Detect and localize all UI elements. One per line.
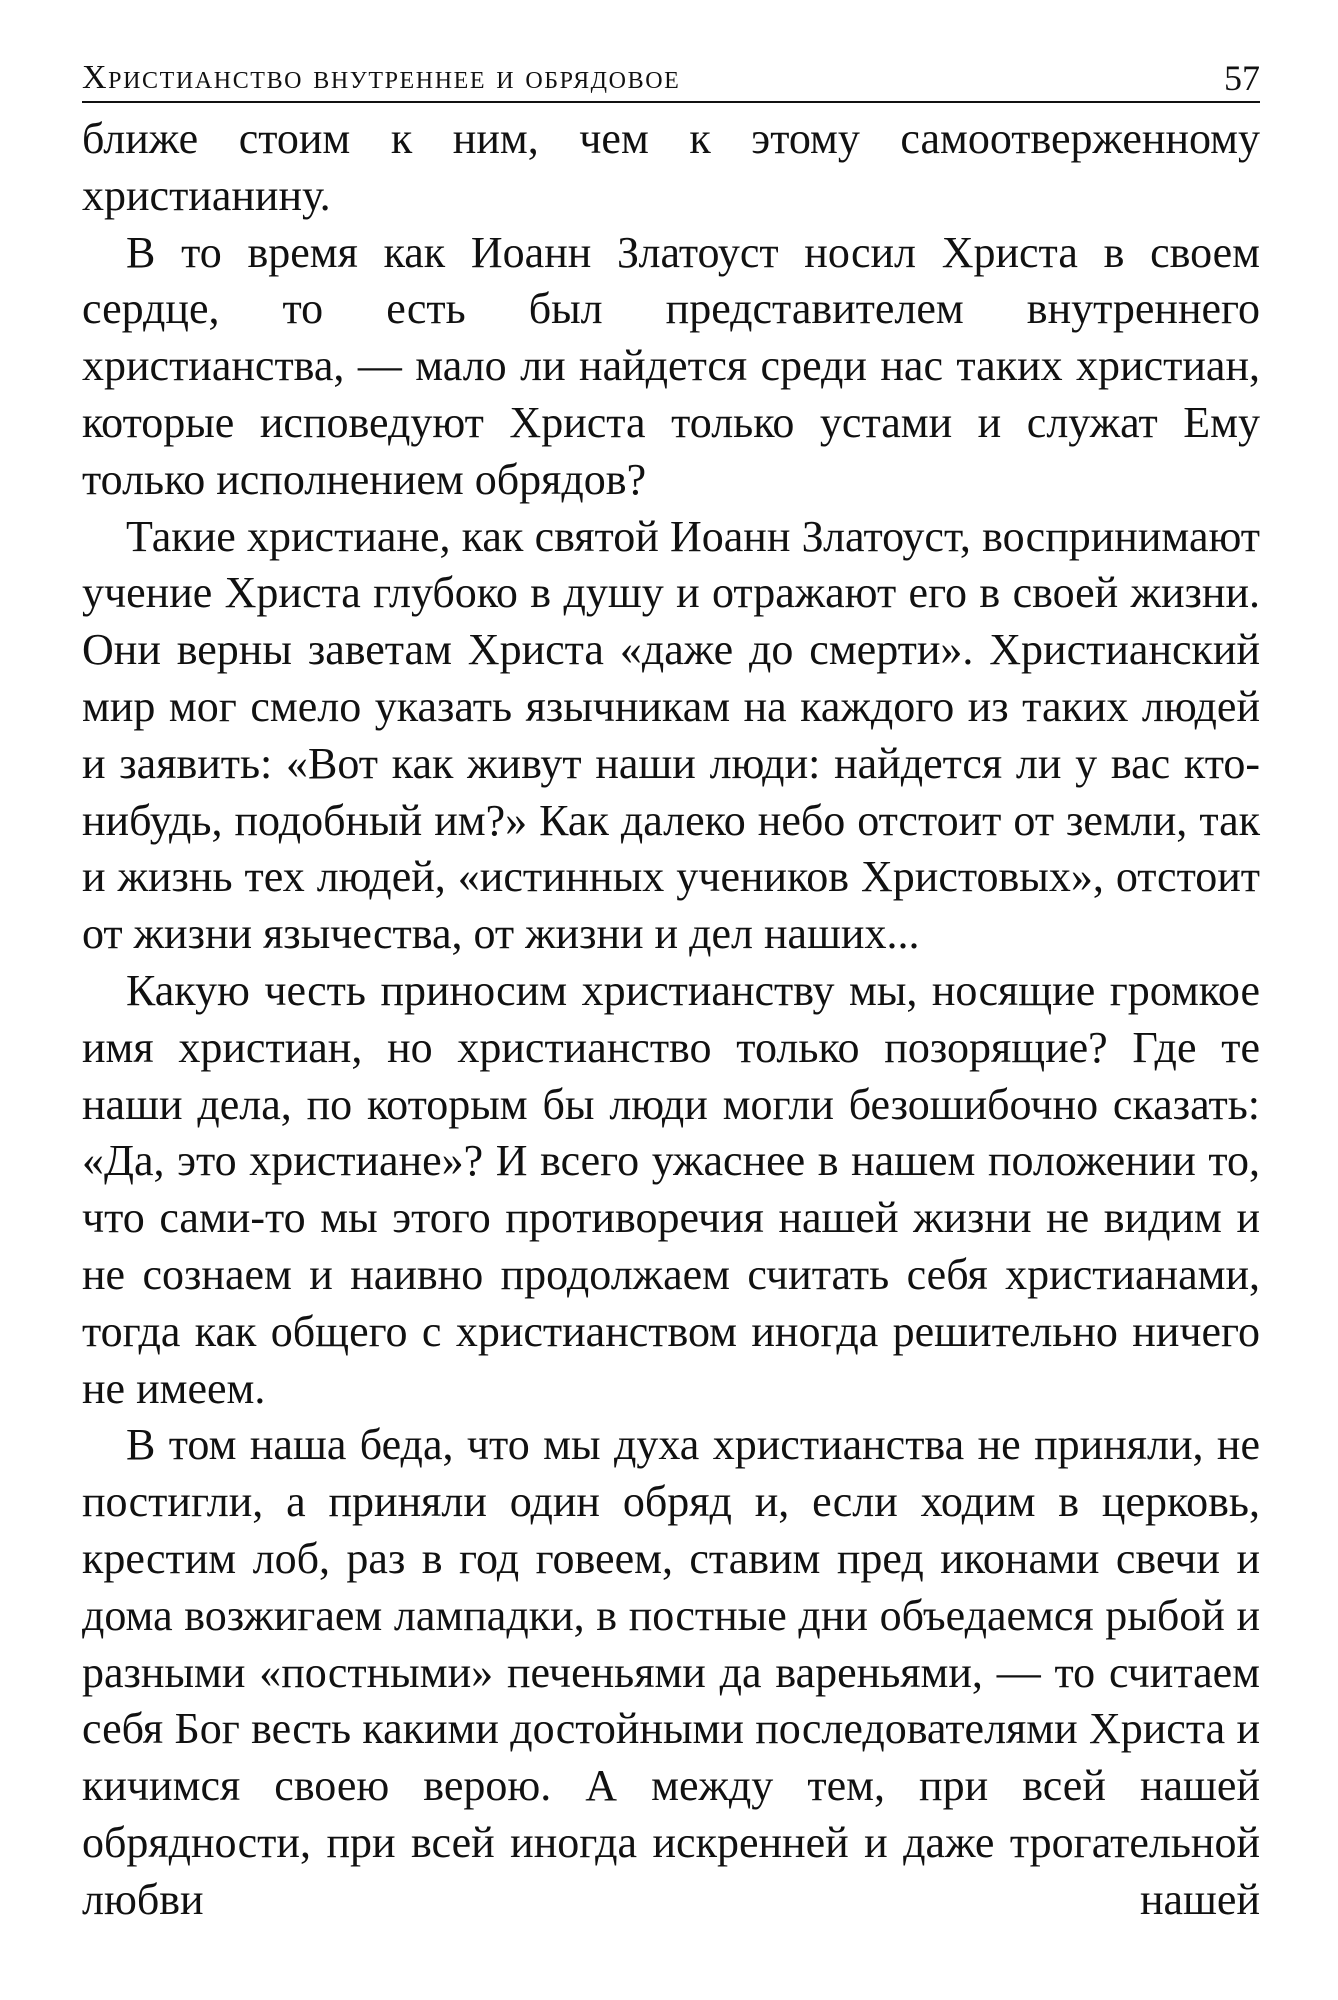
paragraph: Такие христиане, как святой Иоанн Златоуст, воспринимают учение Христа глубоко в душу и отражают его в своей жизни. Они верны заветам Христа «даже до смерти». Христианский мир мог смело указать язычникам на каждого из таких людей и заявить: «Вот как живут наши люди: найдется ли у вас кто-нибудь, подобный им?» Как далеко небо отстоит от земли, так и жизнь тех людей, «истинных учеников Христовых», отстоит от жизни язычества, от жизни и дел наших... (82, 511, 1260, 959)
paragraph: В то время как Иоанн Златоуст носил Христа в своем сердце, то есть был представителем внутреннего христианства, — мало ли найдется среди нас таких христиан, которые исповедуют Христа только устами и служат Ему только исполнением обрядов? (82, 227, 1260, 504)
running-title: Христианство внутреннее и обрядовое (82, 59, 681, 96)
paragraph-continued: ближе стоим к ним, чем к этому самоотверженному христианину. (82, 114, 1260, 220)
paragraph: Какую честь приносим христианству мы, носящие громкое имя христиан, но христианство только позорящие? Где те наши дела, по которым бы люди могли безошибочно сказать: «Да, это христиане»? И всего ужаснее в нашем положении то, что сами-то мы этого противоречия нашей жизни не видим и не сознаем и наивно продолжаем считать себя христианами, тогда как общего с христианством иногда решительно ничего не имеем. (82, 965, 1260, 1413)
running-header (82, 48, 1260, 103)
page-number: 57 (1224, 58, 1260, 98)
book-page (82, 48, 1260, 1929)
paragraph: В том наша беда, что мы духа христианства не приняли, не постигли, а приняли один обряд и, если ходим в церковь, крестим лоб, раз в год говеем, ставим пред иконами свечи и дома возжигаем лампадки, в постные дни объедаемся рыбой и разными «постными» печеньями да вареньями, — то считаем себя Бог весть какими достойными последователями Христа и кичимся своею верою. А между тем, при всей нашей обрядности, при всей иногда искренней и даже трогательной любви нашей (82, 1420, 1260, 1924)
body-text (82, 111, 1260, 1929)
